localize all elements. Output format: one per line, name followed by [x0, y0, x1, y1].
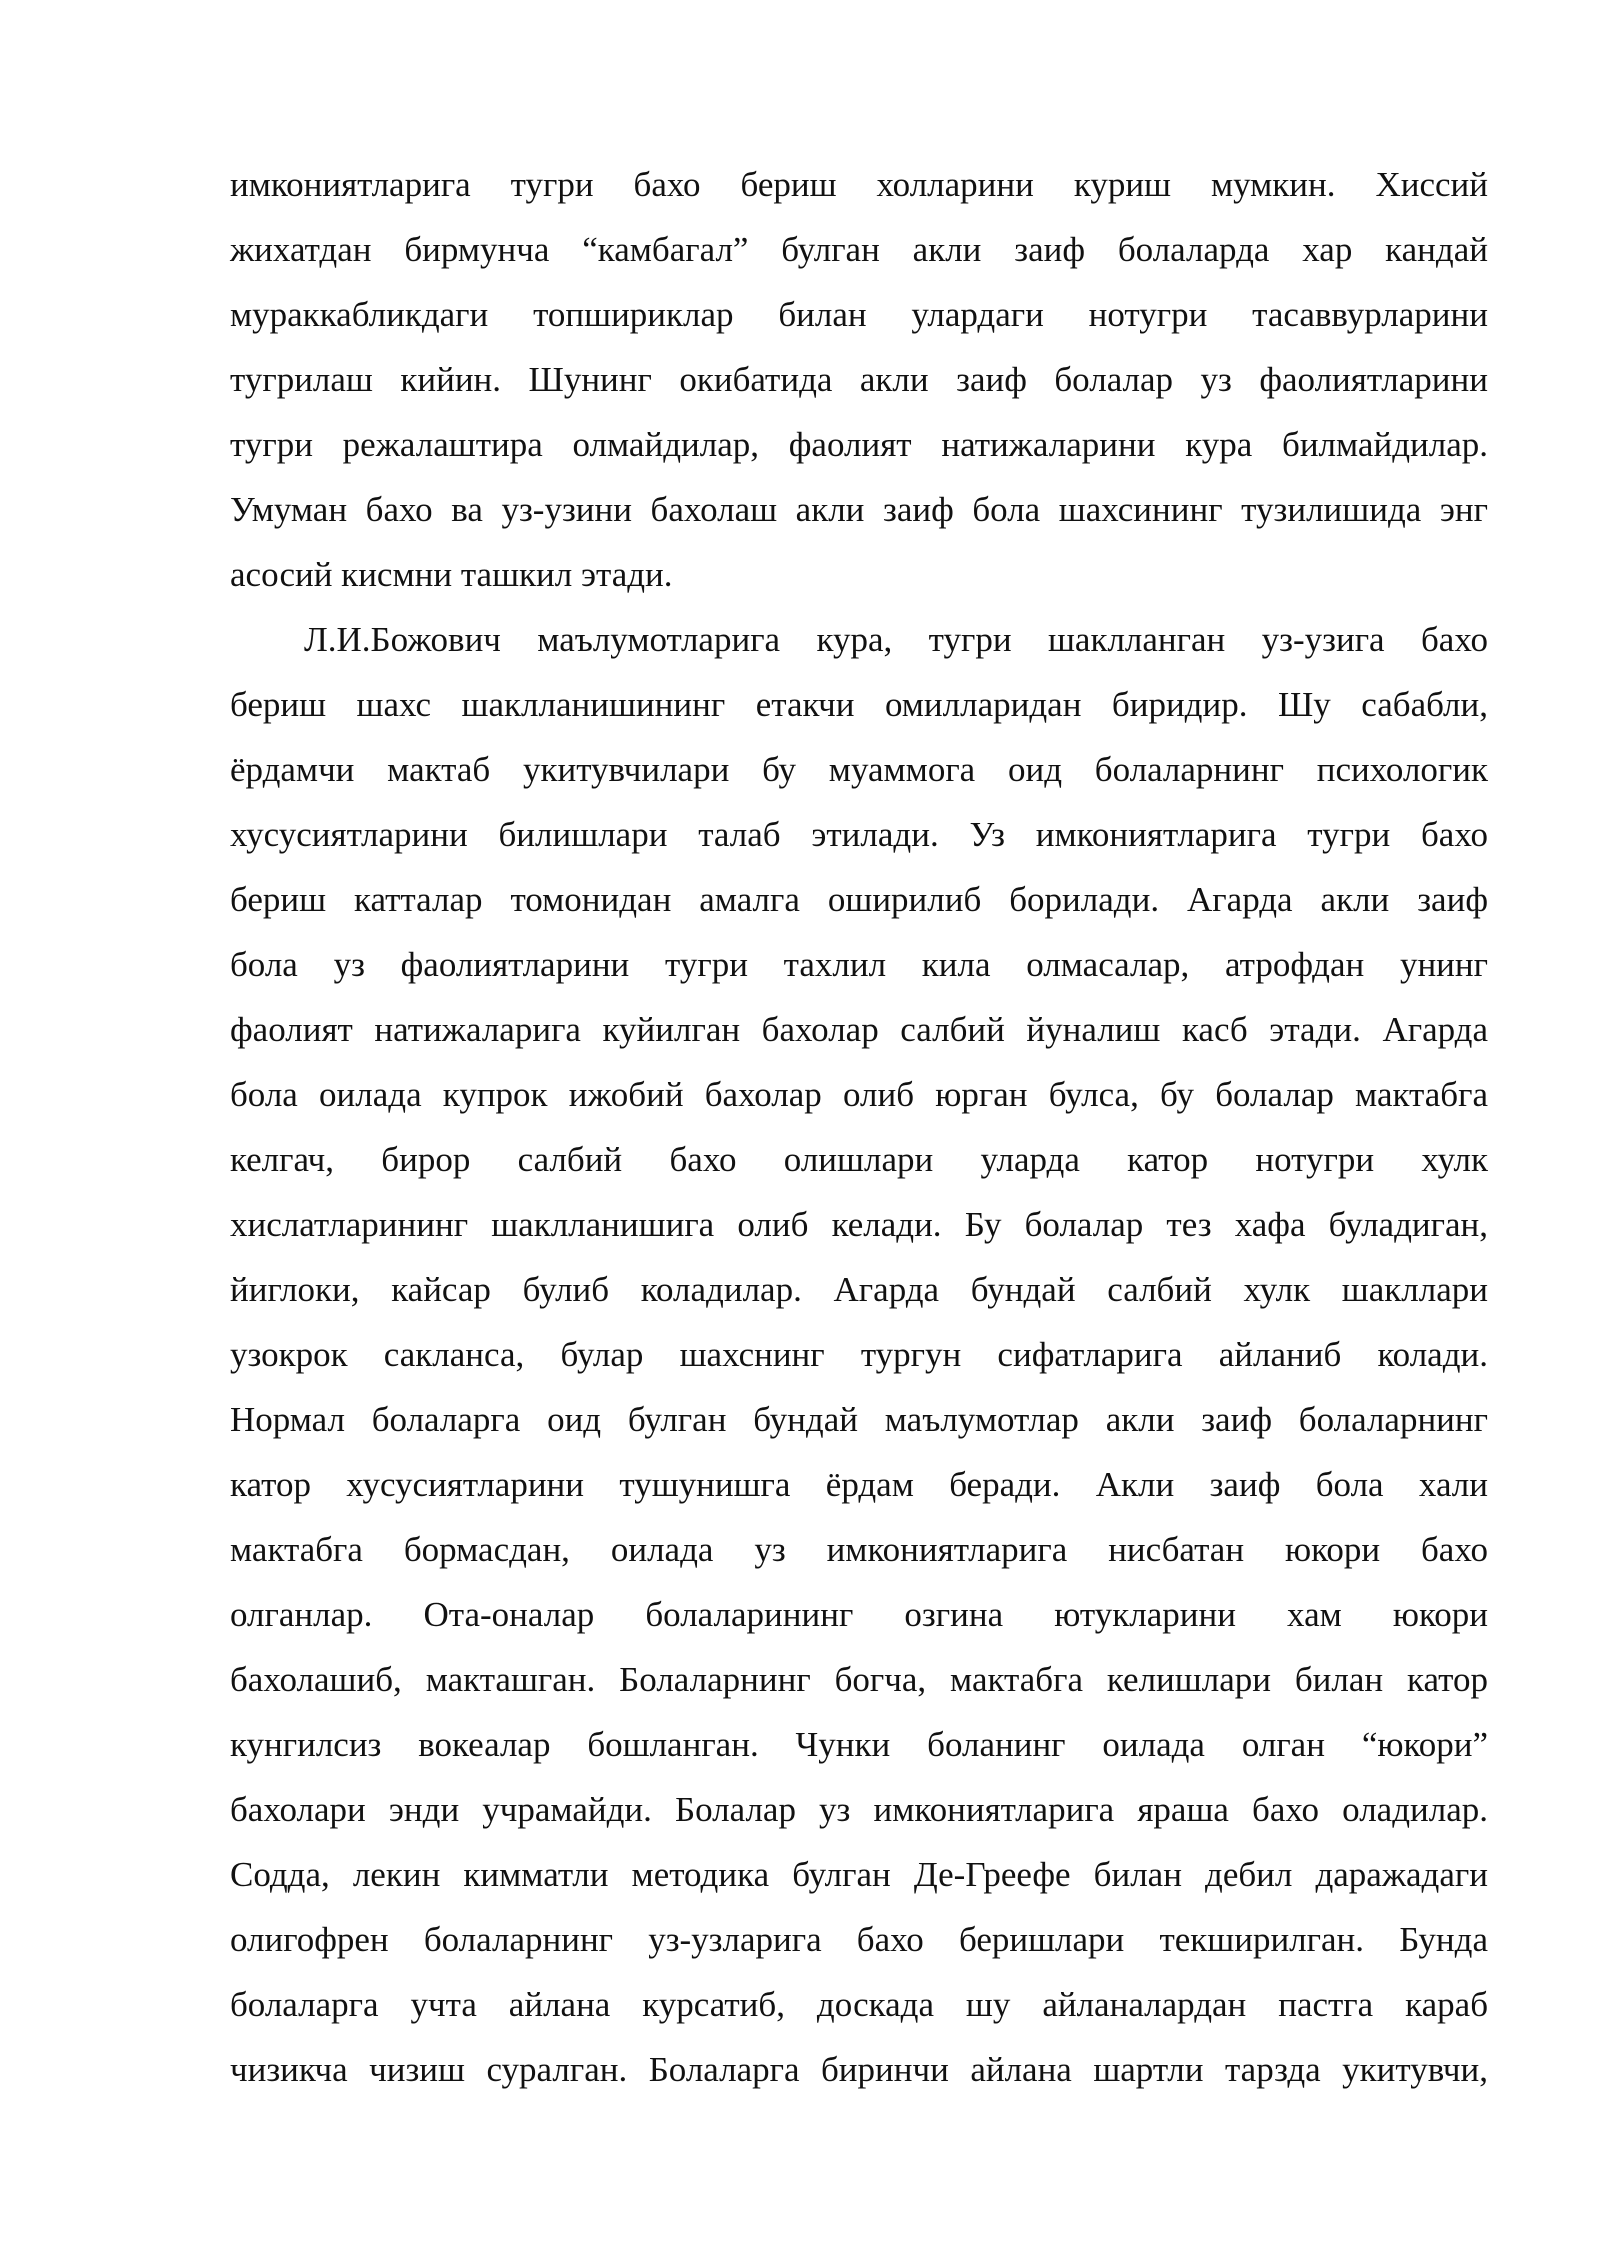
text-line: болаларга учта айлана курсатиб, доскада шу айланалардан пастга караб	[230, 1985, 1488, 2024]
text-line: жихатдан бирмунча “камбагал” булган акли заиф болаларда хар кандай	[230, 230, 1488, 269]
paragraph	[230, 152, 1488, 607]
text-line: асосий кисмни ташкил этади.	[230, 555, 673, 594]
text-line: мактабга бормасдан, оилада уз имкониятларига нисбатан юкори бахо	[230, 1530, 1488, 1569]
text-line: бахолашиб, макташган. Болаларнинг богча, мактабга келишлари билан катор	[230, 1660, 1488, 1699]
text-line: Л.И.Божович маълумотларига кура, тугри шаклланган уз-узига бахо	[304, 620, 1488, 659]
text-line: йиглоки, кайсар булиб коладилар. Агарда бундай салбий хулк шакллари	[230, 1270, 1488, 1309]
text-line: келгач, бирор салбий бахо олишлари уларда катор нотугри хулк	[230, 1140, 1488, 1179]
text-line: кунгилсиз вокеалар бошланган. Чунки боланинг оилада олган “юкори”	[230, 1725, 1488, 1764]
text-line: бола оилада купрок ижобий бахолар олиб юрган булса, бу болалар мактабга	[230, 1075, 1488, 1114]
text-line: имкониятларига тугри бахо бериш холларини куриш мумкин. Хиссий	[230, 165, 1488, 204]
text-line: бериш катталар томонидан амалга оширилиб борилади. Агарда акли заиф	[230, 880, 1488, 919]
text-line: фаолият натижаларига куйилган бахолар салбий йуналиш касб этади. Агарда	[230, 1010, 1488, 1049]
text-line: олигофрен болаларнинг уз-узларига бахо беришлари текширилган. Бунда	[230, 1920, 1488, 1959]
text-line: хусусиятларини билишлари талаб этилади. Уз имкониятларига тугри бахо	[230, 815, 1488, 854]
text-line: бола уз фаолиятларини тугри тахлил кила олмасалар, атрофдан унинг	[230, 945, 1488, 984]
text-line: тугри режалаштира олмайдилар, фаолият натижаларини кура билмайдилар.	[230, 425, 1488, 464]
text-line: бериш шахс шаклланишининг етакчи омилларидан биридир. Шу сабабли,	[230, 685, 1488, 724]
text-line: хислатларининг шаклланишига олиб келади. Бу болалар тез хафа буладиган,	[230, 1205, 1488, 1244]
text-line: ёрдамчи мактаб укитувчилари бу муаммога оид болаларнинг психологик	[230, 750, 1488, 789]
text-line: чизикча чизиш суралган. Болаларга биринчи айлана шартли тарзда укитувчи,	[230, 2050, 1488, 2089]
text-line: катор хусусиятларини тушунишга ёрдам беради. Акли заиф бола хали	[230, 1465, 1488, 1504]
paragraph	[230, 607, 1488, 2102]
text-line: мураккабликдаги топшириклар билан улардаги нотугри тасаввурларини	[230, 295, 1488, 334]
text-line: олганлар. Ота-оналар болаларининг озгина ютукларини хам юкори	[230, 1595, 1488, 1634]
text-line: Содда, лекин кимматли методика булган Де-Греефе билан дебил даражадаги	[230, 1855, 1488, 1894]
text-line: Умуман бахо ва уз-узини бахолаш акли заиф бола шахсининг тузилишида энг	[230, 490, 1488, 529]
text-line: Нормал болаларга оид булган бундай маълумотлар акли заиф болаларнинг	[230, 1400, 1488, 1439]
body-text	[230, 152, 1488, 2102]
text-line: узокрок сакланса, булар шахснинг тургун сифатларига айланиб колади.	[230, 1335, 1488, 1374]
text-line: бахолари энди учрамайди. Болалар уз имкониятларига яраша бахо оладилар.	[230, 1790, 1488, 1829]
text-line: тугрилаш кийин. Шунинг окибатида акли заиф болалар уз фаолиятларини	[230, 360, 1488, 399]
